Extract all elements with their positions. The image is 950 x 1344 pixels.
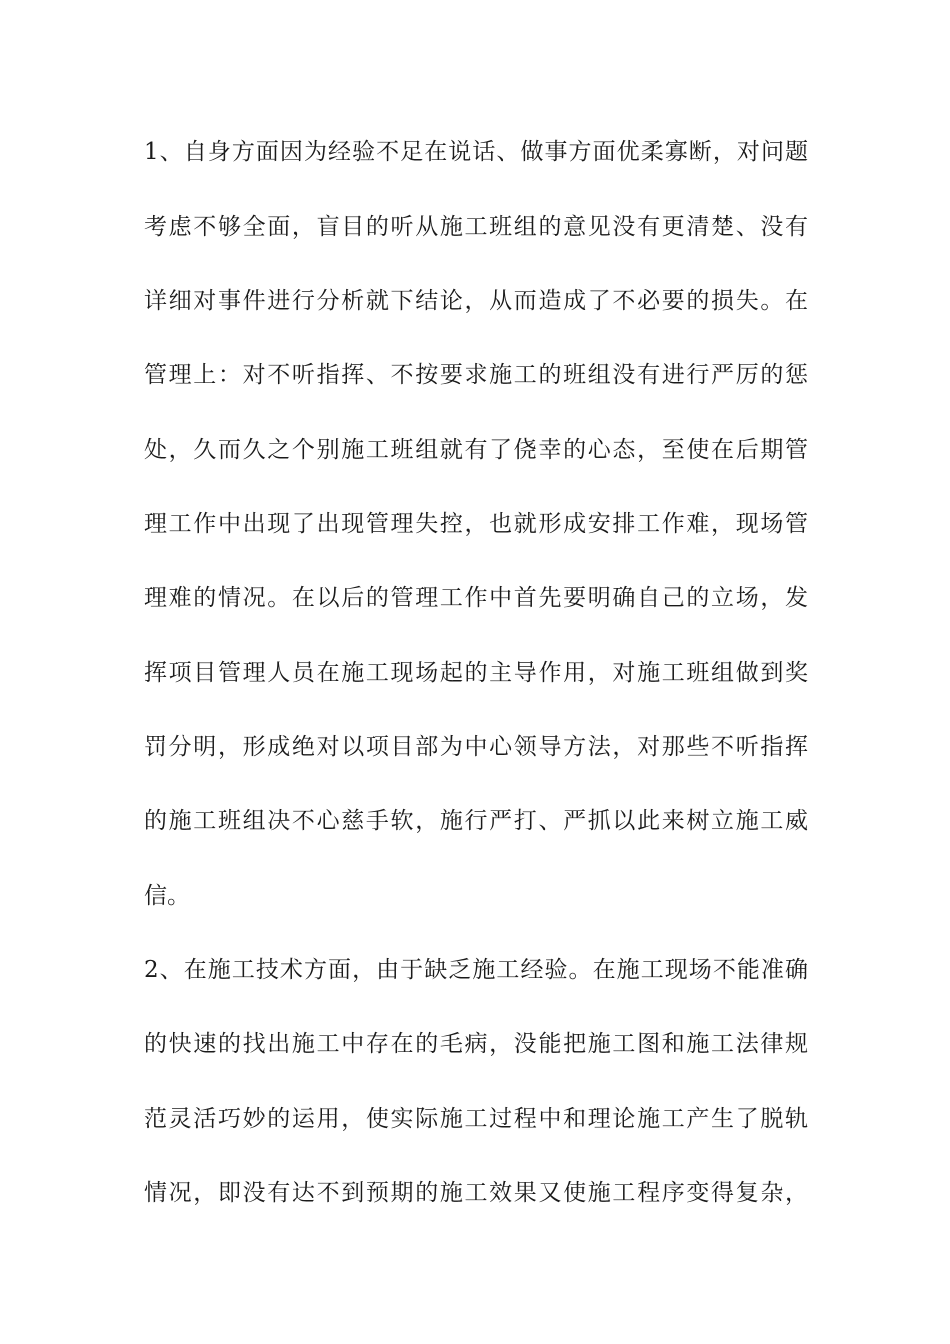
text-line: 2、在施工技术方面，由于缺乏施工经验。在施工现场不能准确 (144, 957, 808, 983)
text-line: 情况，即没有达不到预期的施工效果又使施工程序变得复杂， (144, 1180, 808, 1206)
text-line: 理难的情况。在以后的管理工作中首先要明确自己的立场，发 (144, 585, 808, 611)
text-line: 考虑不够全面，盲目的听从施工班组的意见没有更清楚、没有 (144, 214, 808, 240)
text-line: 挥项目管理人员在施工现场起的主导作用，对施工班组做到奖 (144, 660, 808, 686)
text-line: 1、自身方面因为经验不足在说话、做事方面优柔寡断，对问题 (144, 139, 808, 165)
text-line: 管理上：对不听指挥、不按要求施工的班组没有进行严厉的惩 (144, 362, 808, 388)
text-line: 范灵活巧妙的运用，使实际施工过程中和理论施工产生了脱轨 (144, 1106, 808, 1132)
text-line: 信。 (144, 883, 190, 909)
text-line: 的施工班组决不心慈手软，施行严打、严抓以此来树立施工威 (144, 808, 808, 834)
text-line: 处，久而久之个别施工班组就有了侥幸的心态，至使在后期管 (144, 437, 808, 463)
text-line: 罚分明，形成绝对以项目部为中心领导方法，对那些不听指挥 (144, 734, 808, 760)
text-line: 的快速的找出施工中存在的毛病，没能把施工图和施工法律规 (144, 1031, 808, 1057)
text-line: 理工作中出现了出现管理失控，也就形成安排工作难，现场管 (144, 511, 808, 537)
text-line: 详细对事件进行分析就下结论，从而造成了不必要的损失。在 (144, 288, 808, 314)
